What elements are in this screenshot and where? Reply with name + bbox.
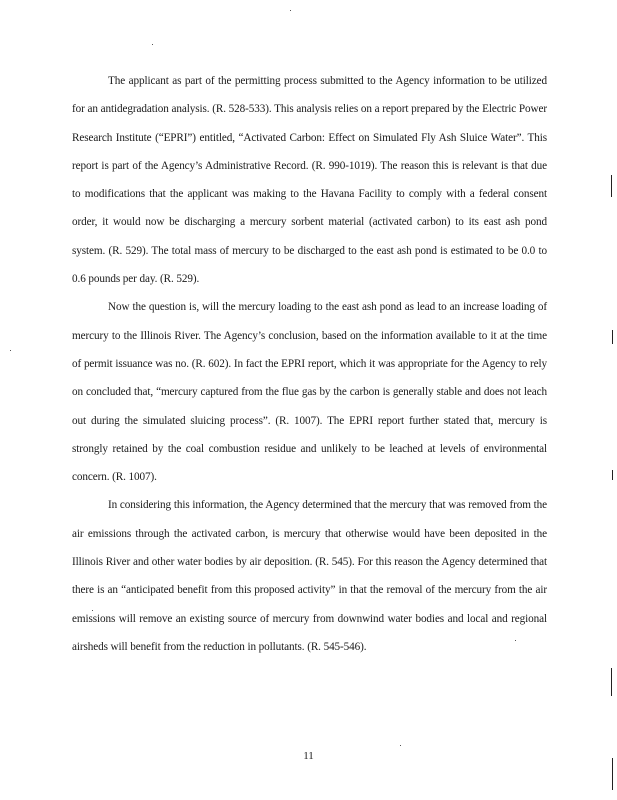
scan-speck — [515, 640, 516, 641]
scan-speck — [152, 44, 153, 45]
scan-artifact-mark — [611, 175, 612, 197]
scan-speck — [92, 610, 93, 611]
document-body — [72, 67, 547, 661]
scan-speck — [10, 350, 11, 351]
paragraph-mercury-loading-question: Now the question is, will the mercury loading to the east ash pond as lead to an increase loading of mercury to the Illinois River. The Agency’s conclusion, based on the information available to it at the time of permit issuance was no. (R. 602). In fact the EPRI report, which it was appropriate for the Agency to rely on concluded that, “mercury captured from the flue gas by the carbon is generally stable and does not leach out during the simulated sluicing process”. (R. 1007). The EPRI report further stated that, mercury is strongly retained by the coal combustion residue and unlikely to be leached at levels of environmental concern. (R. 1007). — [72, 301, 547, 484]
scan-artifact-mark — [611, 668, 612, 696]
scan-artifact-mark — [612, 470, 613, 480]
scan-artifact-mark — [612, 758, 613, 790]
page-number: 11 — [303, 750, 314, 762]
paragraph-antidegradation-analysis: The applicant as part of the permitting process submitted to the Agency information to be utilized for an antidegradation analysis. (R. 528-533). This analysis relies on a report prepared by the Electric Power Research Institute (“EPRI”) entitled, “Activated Carbon: Effect on Simulated Fly Ash Sluice Water”. This report is part of the Agency’s Administrative Record. (R. 990-1019). The reason this is relevant is that due to modifications that the applicant was making to the Havana Facility to comply with a federal consent order, it would now be discharging a mercury sorbent material (activated carbon) to its east ash pond system. (R. 529). The total mass of mercury to be discharged to the east ash pond is estimated to be 0.0 to 0.6 pounds per day. (R. 529). — [72, 75, 547, 286]
scan-speck — [400, 745, 401, 746]
scan-artifact-mark — [612, 330, 613, 344]
scan-speck — [290, 10, 291, 11]
paragraph-agency-determination: In considering this information, the Agency determined that the mercury that was removed from the air emissions through the activated carbon, is mercury that otherwise would have been deposited in the Illinois River and other water bodies by air deposition. (R. 545). For this reason the Agency determined that there is an “anticipated benefit from this proposed activity” in that the removal of the mercury from the air emissions will remove an existing source of mercury from downwind water bodies and local and regional airsheds will benefit from the reduction in pollutants. (R. 545-546). — [72, 499, 547, 653]
